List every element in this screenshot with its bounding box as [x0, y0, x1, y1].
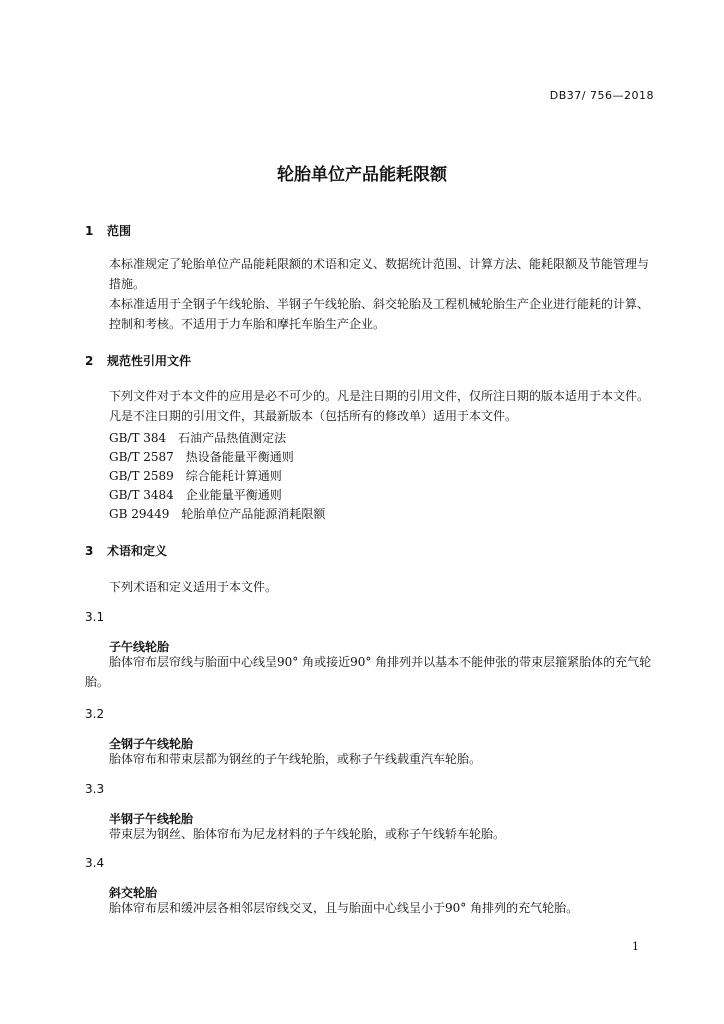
- term-definition: 胎体帘布层和缓冲层各相邻层帘线交叉，且与胎面中心线呈小于90° 角排列的充气轮胎。: [109, 901, 579, 915]
- section-number: 2: [85, 354, 94, 368]
- term-number: 3.1: [85, 610, 105, 624]
- term-definition: 胎体帘布和带束层都为钢丝的子午线轮胎，或称子午线载重汽车轮胎。: [109, 752, 482, 766]
- term-name: 全钢子午线轮胎: [109, 737, 194, 751]
- term-name: 子午线轮胎: [109, 640, 170, 654]
- term-number: 3.2: [85, 707, 105, 721]
- section-1-body: [85, 254, 657, 334]
- document-title: 轮胎单位产品能耗限额: [277, 165, 447, 185]
- section-3-intro: 下列术语和定义适用于本文件。: [109, 580, 278, 594]
- paragraph: 本标准规定了轮胎单位产品能耗限额的术语和定义、数据统计范围、计算方法、能耗限额及节能管理与措施。: [109, 257, 650, 291]
- section-title: 规范性引用文件: [107, 354, 192, 368]
- section-number: 3: [85, 544, 94, 558]
- reference-item: GB/T 2587 热设备能量平衡通则: [109, 450, 294, 464]
- section-2-heading: [85, 352, 191, 369]
- reference-item: GB/T 3484 企业能量平衡通则: [109, 488, 282, 502]
- term-definition: 带束层为钢丝、胎体帘布为尼龙材料的子午线轮胎，或称子午线轿车轮胎。: [109, 827, 506, 841]
- section-1-heading: [85, 222, 131, 239]
- reference-item: GB 29449 轮胎单位产品能源消耗限额: [109, 507, 326, 521]
- section-number: 1: [85, 224, 94, 238]
- term-definition: 胎体帘布层帘线与胎面中心线呈90° 角或接近90° 角排列并以基本不能伸张的带束层箍紧胎体的充气轮胎。: [85, 655, 652, 689]
- term-number: 3.4: [85, 856, 105, 870]
- term-number: 3.3: [85, 782, 105, 796]
- section-title: 范围: [107, 224, 132, 238]
- term-name: 半钢子午线轮胎: [109, 812, 194, 826]
- paragraph: 本标准适用于全钢子午线轮胎、半钢子午线轮胎、斜交轮胎及工程机械轮胎生产企业进行能耗的计算、控制和考核。不适用于力车胎和摩托车胎生产企业。: [109, 297, 650, 331]
- reference-item: GB/T 384 石油产品热值测定法: [109, 431, 287, 445]
- reference-item: GB/T 2589 综合能耗计算通则: [109, 469, 282, 483]
- section-title: 术语和定义: [107, 544, 168, 558]
- section-3-heading: [85, 542, 167, 559]
- standard-number: DB37/ 756—2018: [549, 89, 654, 102]
- page-number: 1: [632, 940, 639, 953]
- paragraph: 下列文件对于本文件的应用是必不可少的。凡是注日期的引用文件，仅所注日期的版本适用于本文件。凡是不注日期的引用文件，其最新版本（包括所有的修改单）适用于本文件。: [109, 389, 650, 423]
- section-2-intro: [85, 386, 657, 426]
- term-name: 斜交轮胎: [109, 886, 158, 900]
